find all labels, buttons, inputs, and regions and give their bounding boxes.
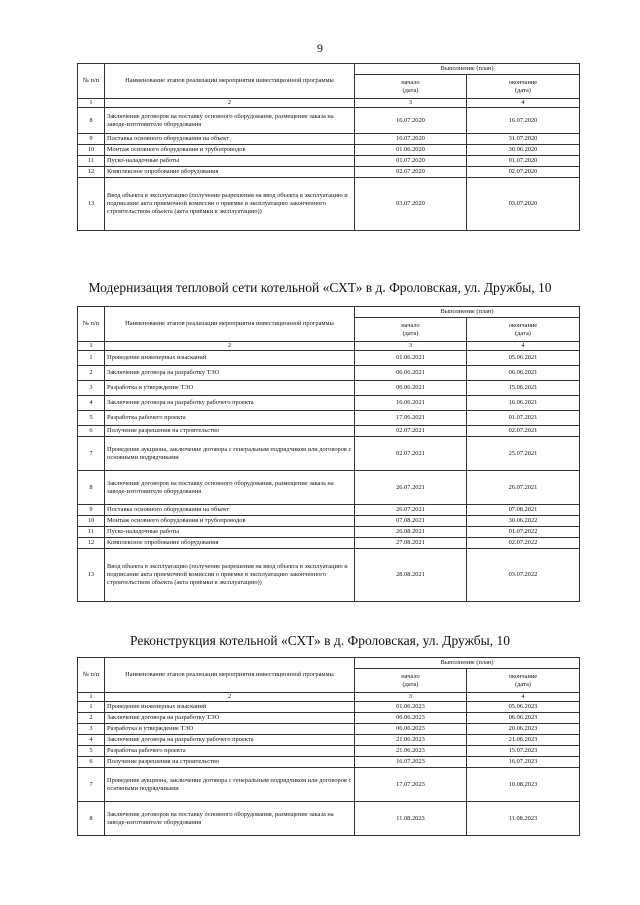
row-number: 8 bbox=[78, 108, 105, 134]
row-start-date: 17.07.2023 bbox=[355, 768, 467, 802]
row-end-date: 16.06.2021 bbox=[467, 396, 580, 411]
row-stage: Разработка рабочего проекта bbox=[105, 411, 355, 426]
table-row bbox=[78, 381, 580, 396]
row-start-date: 02.07.2020 bbox=[355, 167, 467, 178]
row-number: 10 bbox=[78, 516, 105, 527]
column-index: 2 bbox=[105, 99, 355, 108]
row-stage: Проведение аукциона, заключение договора с генеральным подрядчиком или договоров с основными подрядчиками bbox=[105, 437, 355, 471]
header-num: № п/п bbox=[78, 658, 105, 693]
table-row bbox=[78, 411, 580, 426]
row-end-date: 03.07.2022 bbox=[467, 549, 580, 602]
table-row bbox=[78, 145, 580, 156]
header-start bbox=[355, 318, 467, 342]
row-stage: Пуско-наладочные работы bbox=[105, 527, 355, 538]
header-start-date: (дата) bbox=[402, 680, 419, 688]
column-index: 1 bbox=[78, 342, 105, 351]
row-stage: Комплексное опробование оборудования bbox=[105, 538, 355, 549]
row-number: 8 bbox=[78, 802, 105, 836]
row-end-date: 05.06.2021 bbox=[467, 351, 580, 366]
schedule-table-2 bbox=[77, 306, 580, 602]
row-number: 12 bbox=[78, 167, 105, 178]
row-start-date: 06.06.2023 bbox=[355, 724, 467, 735]
row-start-date: 16.07.2020 bbox=[355, 108, 467, 134]
row-number: 1 bbox=[78, 351, 105, 366]
header-end-label: окончание bbox=[508, 321, 538, 329]
row-number: 2 bbox=[78, 713, 105, 724]
row-end-date: 26.07.2021 bbox=[467, 471, 580, 505]
row-start-date: 01.06.2023 bbox=[355, 702, 467, 713]
row-number: 7 bbox=[78, 768, 105, 802]
header-start-date: (дата) bbox=[402, 329, 419, 337]
column-index: 2 bbox=[105, 342, 355, 351]
section-title-boiler-reconstruction: Реконструкция котельной «СХТ» в д. Фроловская, ул. Дружбы, 10 bbox=[130, 633, 510, 648]
header-num: № п/п bbox=[78, 307, 105, 342]
row-end-date: 03.07.2020 bbox=[467, 178, 580, 231]
header-execution: Выполнение (план) bbox=[355, 658, 580, 669]
row-end-date: 02.07.2022 bbox=[467, 538, 580, 549]
page-number: 9 bbox=[317, 41, 323, 55]
row-number: 6 bbox=[78, 426, 105, 437]
row-start-date: 27.08.2021 bbox=[355, 538, 467, 549]
row-start-date: 01.06.2020 bbox=[355, 145, 467, 156]
table-row bbox=[78, 396, 580, 411]
header-stage: Наименование этапов реализации мероприятия инвестиционной программы bbox=[105, 658, 355, 693]
row-stage: Комплексное опробование оборудования bbox=[105, 167, 355, 178]
row-stage: Проведение аукциона, заключение договора с генеральным подрядчиком или договоров с основными подрядчиками bbox=[105, 768, 355, 802]
row-number: 9 bbox=[78, 134, 105, 145]
column-index: 1 bbox=[78, 693, 105, 702]
row-end-date: 01.07.2020 bbox=[467, 156, 580, 167]
row-stage: Заключение договора на разработку ТЭО bbox=[105, 713, 355, 724]
row-start-date: 07.08.2021 bbox=[355, 516, 467, 527]
row-stage: Ввод объекта в эксплуатацию (получение разрешения на ввод объекта в эксплуатацию и подписание акта приемочной комиссии о приемке в эксплуатацию законченного строительством объекта (акта приёмки в эксплуатацию)) bbox=[105, 178, 355, 231]
row-number: 3 bbox=[78, 724, 105, 735]
header-end-date: (дата) bbox=[515, 680, 531, 688]
row-number: 5 bbox=[78, 411, 105, 426]
row-start-date: 01.06.2021 bbox=[355, 351, 467, 366]
table-row bbox=[78, 713, 580, 724]
row-number: 13 bbox=[78, 178, 105, 231]
header-num: № п/п bbox=[78, 64, 105, 99]
table-row bbox=[78, 768, 580, 802]
header-end-label: окончание bbox=[508, 672, 538, 680]
row-stage: Получение разрешения на строительство bbox=[105, 757, 355, 768]
row-end-date: 01.07.2021 bbox=[467, 411, 580, 426]
row-end-date: 10.08.2023 bbox=[467, 768, 580, 802]
row-start-date: 26.07.2021 bbox=[355, 471, 467, 505]
row-stage: Заключение договоров на поставку основного оборудования, размещение заказа на заводе-изготовителе оборудования bbox=[105, 802, 355, 836]
row-end-date: 02.07.2021 bbox=[467, 426, 580, 437]
row-start-date: 21.06.2023 bbox=[355, 746, 467, 757]
header-end-date: (дата) bbox=[515, 86, 531, 94]
schedule-table-1 bbox=[77, 63, 580, 231]
column-index: 3 bbox=[355, 342, 467, 351]
row-stage: Ввод объекта в эксплуатацию (получение разрешения на ввод объекта в эксплуатацию и подписание акта приемочной комиссии о приемке в эксплуатацию законченного строительством объекта (акта приёмки в эксплуатацию)) bbox=[105, 549, 355, 602]
table-row bbox=[78, 757, 580, 768]
column-index: 4 bbox=[467, 99, 580, 108]
table-row bbox=[78, 134, 580, 145]
header-start-label: начало bbox=[401, 78, 420, 86]
row-number: 4 bbox=[78, 396, 105, 411]
row-number: 8 bbox=[78, 471, 105, 505]
column-index: 4 bbox=[467, 693, 580, 702]
row-start-date: 26.08.2021 bbox=[355, 527, 467, 538]
table-row bbox=[78, 527, 580, 538]
header-stage: Наименование этапов реализации мероприятия инвестиционной программы bbox=[105, 307, 355, 342]
table-row bbox=[78, 802, 580, 836]
column-index: 2 bbox=[105, 693, 355, 702]
header-start-label: начало bbox=[401, 672, 420, 680]
row-stage: Заключение договоров на поставку основного оборудования, размещение заказа на заводе-изготовителе оборудования bbox=[105, 108, 355, 134]
row-start-date: 02.07.2021 bbox=[355, 437, 467, 471]
row-stage: Проведение инженерных изысканий bbox=[105, 351, 355, 366]
row-start-date: 21.06.2023 bbox=[355, 735, 467, 746]
table-row bbox=[78, 505, 580, 516]
row-end-date: 30.06.2020 bbox=[467, 145, 580, 156]
header-start-label: начало bbox=[401, 321, 420, 329]
row-start-date: 06.06.2021 bbox=[355, 381, 467, 396]
row-stage: Заключение договора на разработку рабочего проекта bbox=[105, 735, 355, 746]
column-index: 3 bbox=[355, 693, 467, 702]
row-stage: Заключение договоров на поставку основного оборудования, размещение заказа на заводе-изготовителе оборудования bbox=[105, 471, 355, 505]
table-row bbox=[78, 366, 580, 381]
column-index: 4 bbox=[467, 342, 580, 351]
row-stage: Разработка и утверждение ТЭО bbox=[105, 724, 355, 735]
header-end bbox=[467, 669, 580, 693]
row-number: 2 bbox=[78, 366, 105, 381]
row-number: 9 bbox=[78, 505, 105, 516]
row-number: 4 bbox=[78, 735, 105, 746]
row-number: 11 bbox=[78, 156, 105, 167]
row-number: 10 bbox=[78, 145, 105, 156]
table-row bbox=[78, 549, 580, 602]
table-row bbox=[78, 426, 580, 437]
row-start-date: 01.07.2020 bbox=[355, 156, 467, 167]
row-number: 12 bbox=[78, 538, 105, 549]
table-row bbox=[78, 156, 580, 167]
column-index: 3 bbox=[355, 99, 467, 108]
row-number: 6 bbox=[78, 757, 105, 768]
header-end-label: окончание bbox=[508, 78, 538, 86]
row-start-date: 26.07.2021 bbox=[355, 505, 467, 516]
row-stage: Получение разрешения на строительство bbox=[105, 426, 355, 437]
row-start-date: 06.06.2021 bbox=[355, 366, 467, 381]
header-execution: Выполнение (план) bbox=[355, 64, 580, 75]
row-start-date: 11.08.2023 bbox=[355, 802, 467, 836]
header-start-date: (дата) bbox=[402, 86, 419, 94]
table-row bbox=[78, 108, 580, 134]
row-stage: Проведение инженерных изысканий bbox=[105, 702, 355, 713]
row-start-date: 03.07.2020 bbox=[355, 178, 467, 231]
row-start-date: 28.08.2021 bbox=[355, 549, 467, 602]
row-end-date: 15.06.2021 bbox=[467, 381, 580, 396]
row-end-date: 07.08.2021 bbox=[467, 505, 580, 516]
table-row bbox=[78, 702, 580, 713]
table-row bbox=[78, 538, 580, 549]
row-end-date: 06.06.2023 bbox=[467, 713, 580, 724]
row-end-date: 02.07.2020 bbox=[467, 167, 580, 178]
table-row bbox=[78, 351, 580, 366]
table-row bbox=[78, 735, 580, 746]
column-index: 1 bbox=[78, 99, 105, 108]
row-end-date: 01.07.2022 bbox=[467, 527, 580, 538]
table-row bbox=[78, 724, 580, 735]
row-number: 11 bbox=[78, 527, 105, 538]
table-row bbox=[78, 471, 580, 505]
header-start bbox=[355, 75, 467, 99]
header-end-date: (дата) bbox=[515, 329, 531, 337]
row-end-date: 05.06.2023 bbox=[467, 702, 580, 713]
row-end-date: 31.07.2020 bbox=[467, 134, 580, 145]
row-end-date: 30.06.2022 bbox=[467, 516, 580, 527]
row-end-date: 16.07.2020 bbox=[467, 108, 580, 134]
row-number: 7 bbox=[78, 437, 105, 471]
table-row bbox=[78, 516, 580, 527]
schedule-table-3 bbox=[77, 657, 580, 836]
header-start bbox=[355, 669, 467, 693]
row-stage: Поставка основного оборудования на объект bbox=[105, 505, 355, 516]
row-number: 1 bbox=[78, 702, 105, 713]
table-row bbox=[78, 167, 580, 178]
row-end-date: 20.06.2023 bbox=[467, 724, 580, 735]
row-number: 5 bbox=[78, 746, 105, 757]
row-end-date: 15.07.2023 bbox=[467, 746, 580, 757]
row-stage: Поставка основного оборудования на объект bbox=[105, 134, 355, 145]
section-title-heating-network: Модернизация тепловой сети котельной «СХТ» в д. Фроловская, ул. Дружбы, 10 bbox=[88, 280, 552, 295]
row-stage: Монтаж основного оборудования и трубопроводов bbox=[105, 145, 355, 156]
header-execution: Выполнение (план) bbox=[355, 307, 580, 318]
header-stage: Наименование этапов реализации мероприятия инвестиционной программы bbox=[105, 64, 355, 99]
row-stage: Заключение договора на разработку ТЭО bbox=[105, 366, 355, 381]
row-stage: Разработка рабочего проекта bbox=[105, 746, 355, 757]
row-end-date: 16.07.2023 bbox=[467, 757, 580, 768]
row-stage: Пуско-наладочные работы bbox=[105, 156, 355, 167]
row-end-date: 11.08.2023 bbox=[467, 802, 580, 836]
row-stage: Разработка и утверждение ТЭО bbox=[105, 381, 355, 396]
row-start-date: 16.07.2020 bbox=[355, 134, 467, 145]
row-number: 3 bbox=[78, 381, 105, 396]
row-start-date: 06.06.2023 bbox=[355, 713, 467, 724]
row-start-date: 16.06.2021 bbox=[355, 396, 467, 411]
row-start-date: 17.06.2021 bbox=[355, 411, 467, 426]
row-end-date: 21.06.2023 bbox=[467, 735, 580, 746]
header-end bbox=[467, 318, 580, 342]
row-start-date: 02.07.2021 bbox=[355, 426, 467, 437]
row-end-date: 06.06.2021 bbox=[467, 366, 580, 381]
row-stage: Монтаж основного оборудования и трубопроводов bbox=[105, 516, 355, 527]
row-start-date: 16.07.2023 bbox=[355, 757, 467, 768]
header-end bbox=[467, 75, 580, 99]
row-stage: Заключение договора на разработку рабочего проекта bbox=[105, 396, 355, 411]
table-row bbox=[78, 437, 580, 471]
table-row bbox=[78, 746, 580, 757]
table-row bbox=[78, 178, 580, 231]
row-number: 13 bbox=[78, 549, 105, 602]
row-end-date: 25.07.2021 bbox=[467, 437, 580, 471]
